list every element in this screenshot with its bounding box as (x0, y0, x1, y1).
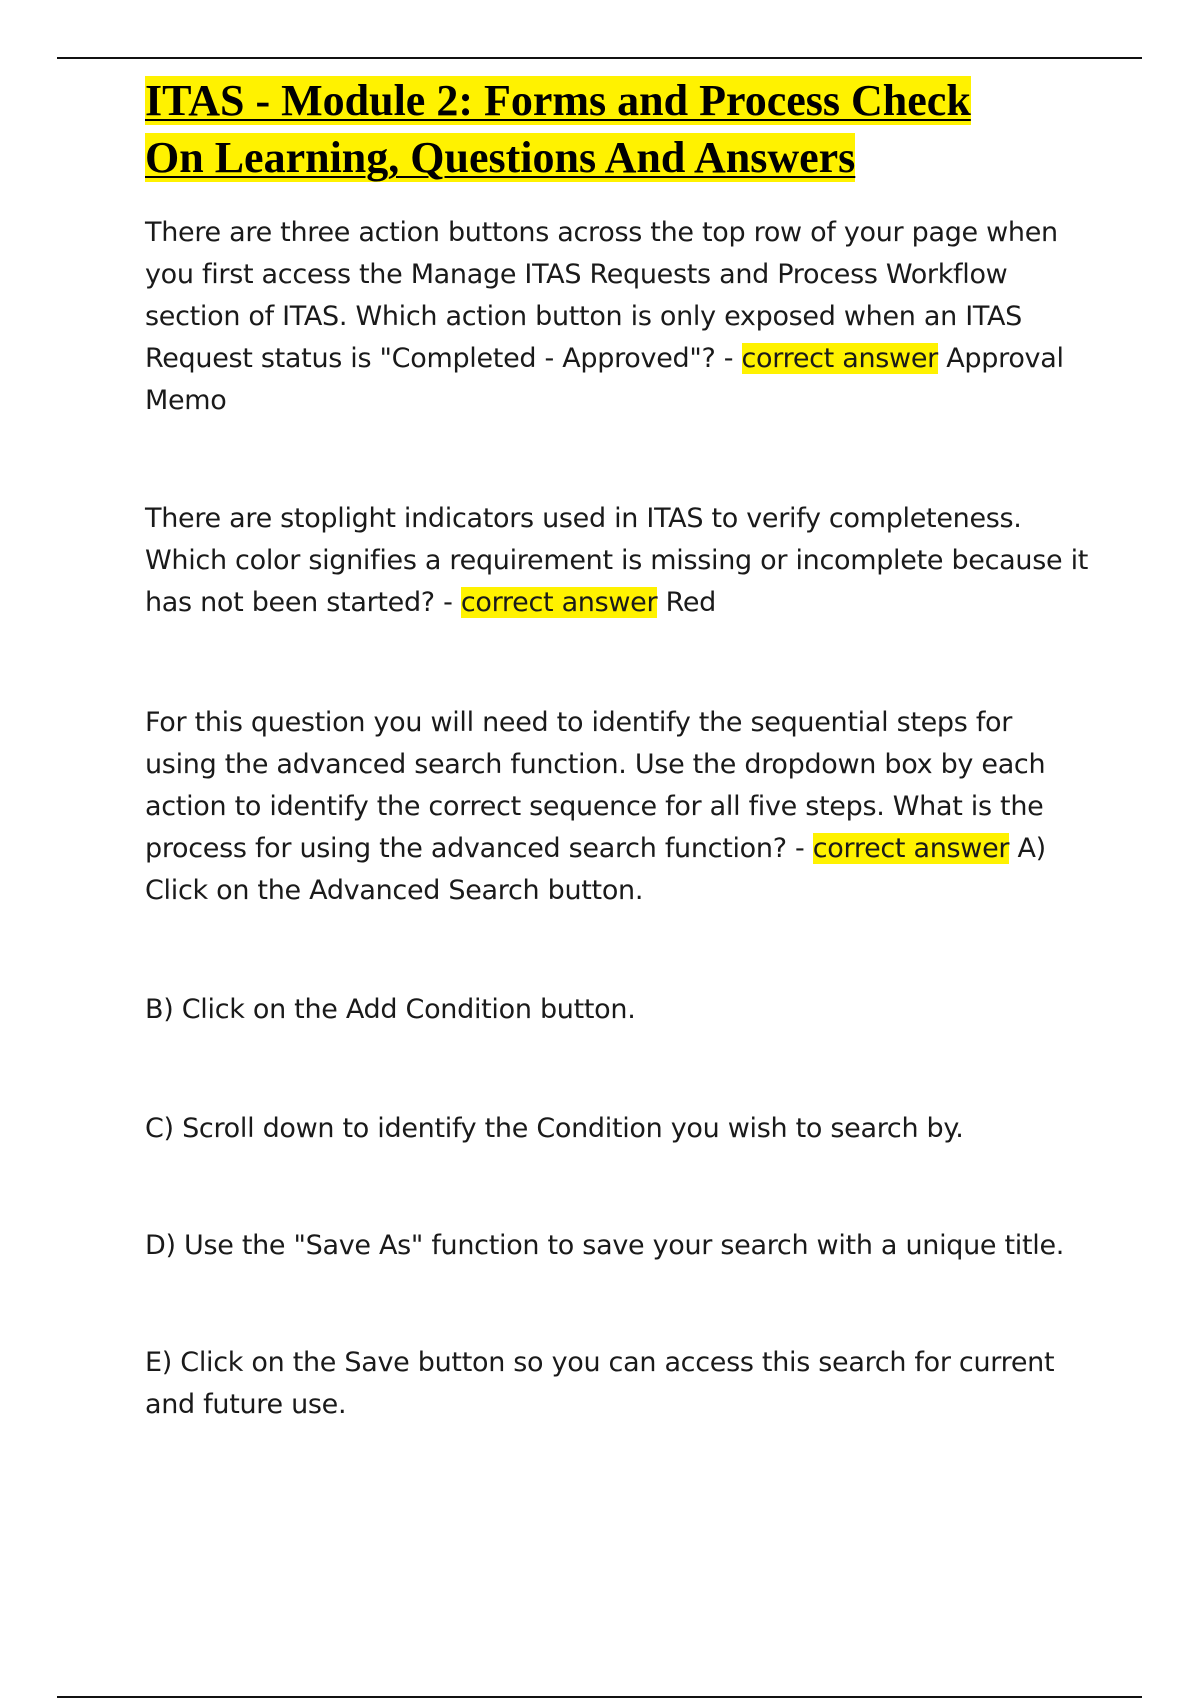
title-line-2: On Learning, Questions And Answers (145, 133, 856, 182)
question-1-text: There are three action buttons across the top row of your page when you first access the Manage ITAS Requests and Process Workflow section of ITAS. Which action button is only exposed when an ITAS Request status is "Completed - Approved"? - (145, 217, 1058, 374)
correct-answer-marker: correct answer (460, 587, 658, 618)
top-divider (57, 57, 1142, 59)
question-2 (145, 498, 1090, 624)
title-line-1: ITAS - Module 2: Forms and Process Check (145, 76, 971, 125)
answer-2-text: Red (665, 587, 716, 618)
correct-answer-marker: correct answer (741, 343, 938, 374)
step-b: B) Click on the Add Condition button. (145, 994, 636, 1025)
document-title (145, 72, 1095, 186)
answer-1-text: Approval Memo (145, 343, 1064, 416)
question-3-text: For this question you will need to identify the sequential steps for using the advanced search function. Use the dropdown box by each action to identify the correct sequence for all five steps. What is the process for using the advanced search function? - (145, 707, 1046, 864)
bottom-divider (57, 1696, 1142, 1698)
step-d: D) Use the "Save As" function to save your search with a unique title. (145, 1230, 1065, 1261)
question-3 (145, 702, 1090, 912)
question-1 (145, 212, 1090, 422)
step-c: C) Scroll down to identify the Condition you wish to search by. (145, 1113, 964, 1144)
answer-3-text: A) Click on the Advanced Search button. (145, 833, 1046, 906)
question-2-text: There are stoplight indicators used in ITAS to verify completeness. Which color signifies a requirement is missing or incomplete because it has not been started? - (145, 503, 1089, 618)
step-e: E) Click on the Save button so you can access this search for current and future use. (145, 1347, 1055, 1420)
correct-answer-marker: correct answer (812, 833, 1010, 864)
